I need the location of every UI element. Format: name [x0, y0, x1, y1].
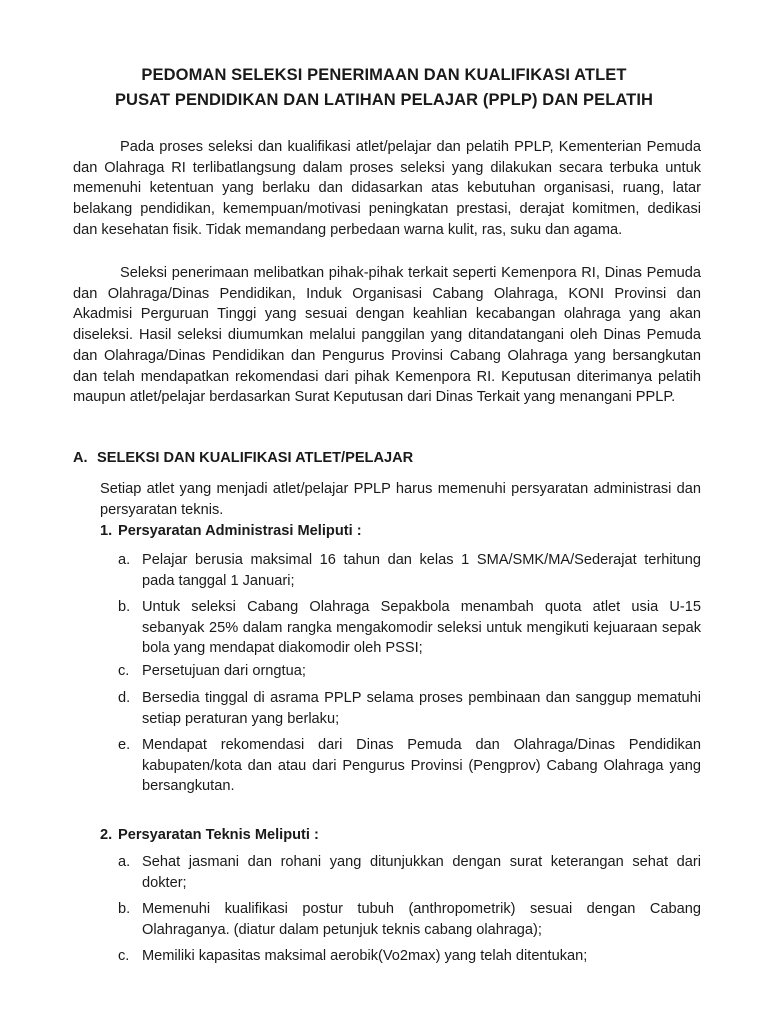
list-item-marker: c. — [118, 663, 130, 679]
subsection-number: 2. — [100, 827, 113, 843]
list-item-text: Persetujuan dari orngtua; — [142, 663, 306, 679]
list-item-marker: a. — [118, 552, 131, 568]
document-title-line-1: PEDOMAN SELEKSI PENERIMAAN DAN KUALIFIKASI ATLET — [141, 66, 627, 84]
list-item-text: Memiliki kapasitas maksimal aerobik(Vo2max) yang telah ditentukan; — [142, 948, 588, 964]
list-item-text: Sehat jasmani dan rohani yang ditunjukkan dengan surat keterangan sehat dari dokter; — [142, 854, 701, 891]
subsection-title: Persyaratan Teknis Meliputi : — [118, 827, 319, 843]
list-item — [118, 597, 701, 659]
list-item — [118, 852, 701, 893]
list-item — [118, 899, 701, 940]
paragraph-intro: Pada proses seleksi dan kualifikasi atlet/pelajar dan pelatih PPLP, Kementerian Pemuda dan Olahraga RI terlibatlangsung dalam proses seleksi yang dilakukan secara terbuka untuk memenuhi ketentuan yang berlaku dan didasarkan atas kebutuhan organisasi, ruang, latar belakang pendidikan, kemempuan/motivasi peningkatan prestasi, derajat komitmen, dedikasi dan kesehatan fisik. Tidak memandang perbedaan warna kulit, ras, suku dan agama. — [73, 139, 701, 238]
list-item-marker: c. — [118, 948, 130, 964]
list-item — [118, 946, 701, 967]
section-a-intro: Setiap atlet yang menjadi atlet/pelajar PPLP harus memenuhi persyaratan administrasi dan persyaratan teknis. — [100, 481, 701, 518]
list-item-text: Memenuhi kualifikasi postur tubuh (anthropometrik) sesuai dengan Cabang Olahraganya. (diatur dalam petunjuk teknis cabang olahraga); — [142, 901, 701, 938]
list-item-marker: b. — [118, 599, 131, 615]
subsection-technical-heading — [100, 827, 319, 843]
list-item-marker: d. — [118, 690, 131, 706]
document-title-line-2: PUSAT PENDIDIKAN DAN LATIHAN PELAJAR (PPLP) DAN PELATIH — [114, 91, 654, 109]
paragraph-selection: Seleksi penerimaan melibatkan pihak-pihak terkait seperti Kemenpora RI, Dinas Pemuda dan Olahraga/Dinas Pendidikan, Induk Organisasi Cabang Olahraga, KONI Provinsi dan Akadmisi Perguruan Tinggi yang sesuai dengan keahlian kecabangan olahraga yang akan diseleksi. Hasil seleksi diumumkan melalui panggilan yang ditandatangani oleh Dinas Pemuda dan Olahraga/Dinas Pendidikan dan Pengurus Provinsi Cabang Olahraga yang bersangkutan dan telah mendapatkan rekomendasi dari pihak Kemenpora RI. Keputusan diterimanya pelatih maupun atlet/pelajar berdasarkan Surat Keputusan dari Dinas Terkait yang menangani PPLP. — [73, 265, 701, 406]
list-item-text: Mendapat rekomendasi dari Dinas Pemuda dan Olahraga/Dinas Pendidikan kabupaten/kota dan atau dari Pengurus Provinsi (Pengprov) Cabang Olahraga yang bersangkutan. — [142, 737, 701, 795]
list-item — [118, 735, 701, 797]
list-item-marker: a. — [118, 854, 131, 870]
list-item — [118, 688, 701, 729]
list-item-text: Bersedia tinggal di asrama PPLP selama proses pembinaan dan sanggup mematuhi setiap peraturan yang berlaku; — [142, 690, 701, 727]
list-item — [118, 661, 701, 682]
section-a-title: SELEKSI DAN KUALIFIKASI ATLET/PELAJAR — [97, 450, 414, 466]
list-item-text: Pelajar berusia maksimal 16 tahun dan kelas 1 SMA/SMK/MA/Sederajat terhitung pada tanggal 1 Januari; — [142, 552, 701, 589]
list-item-text: Untuk seleksi Cabang Olahraga Sepakbola menambah quota atlet usia U-15 sebanyak 25% dalam rangka mengakomodir seleksi untuk mengikuti kejuaraan sepak bola yang mendapat diakomodir oleh PSSI; — [142, 599, 701, 657]
subsection-title: Persyaratan Administrasi Meliputi : — [118, 523, 362, 539]
section-a-heading — [73, 450, 413, 466]
subsection-administrative-heading — [100, 523, 362, 539]
list-item-marker: e. — [118, 737, 131, 753]
list-item-marker: b. — [118, 901, 131, 917]
section-a-letter: A. — [73, 450, 88, 466]
subsection-number: 1. — [100, 523, 113, 539]
list-item — [118, 550, 701, 591]
